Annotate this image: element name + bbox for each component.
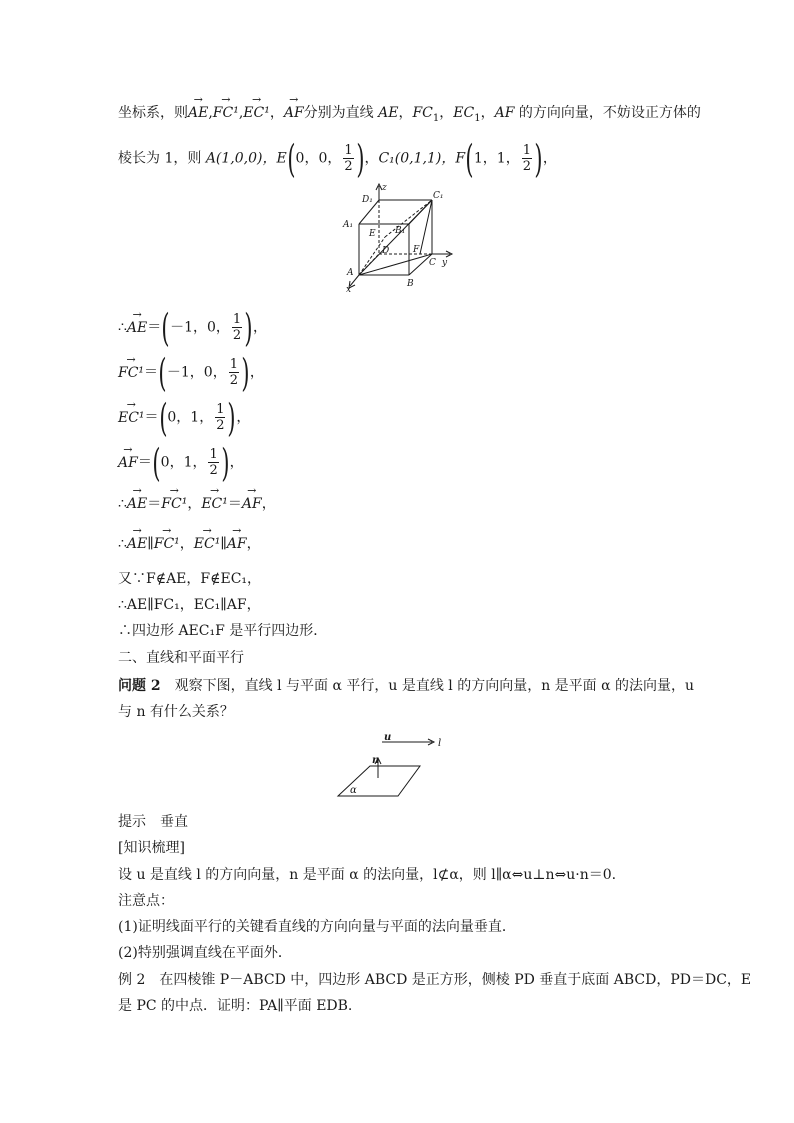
note-2: (2)特别强调直线在平面外． — [118, 945, 292, 961]
label-x: x — [346, 285, 352, 292]
label-d1: D₁ — [362, 195, 373, 205]
label-z: z — [382, 183, 387, 193]
example-2-line-2: 是 PC 的中点．证明：PA∥平面 EDB. — [118, 998, 353, 1014]
plane-figure — [334, 732, 454, 800]
cube-figure — [340, 180, 460, 292]
vector-af: → AF — [284, 104, 304, 122]
fig-l: l — [438, 738, 442, 749]
vector-line-ec1: → EC¹＝(0，1， $\frac{1}{2}$ )， — [118, 402, 250, 433]
text: 分别为直线 — [303, 105, 374, 121]
vector-ec1: → EC¹ — [243, 104, 270, 122]
point-a: A(1,0,0)， — [205, 150, 277, 167]
note-1: (1)证明线面平行的关键看直线的方向向量与平面的法向量垂直． — [118, 919, 516, 935]
text: 观察下图，直线 l 与平面 α 平行，u 是直线 l 的方向向量，n 是平面 α 的法向量，u — [174, 678, 695, 694]
intro-line-2: 棱长为 1，则 A(1,0,0)，E(0，0， $\frac{1}{2}$ )，C₁(0,1,1)，F(1，1， $\frac{1}{2}$ )， — [118, 136, 557, 181]
label-c1: C₁ — [433, 191, 444, 201]
label-b1: B₁ — [395, 226, 406, 236]
vector-line-ae: ∴→ AE＝(－1，0， $\frac{1}{2}$ )， — [118, 312, 267, 343]
vector-parallels: ∴→ AE∥→ FC¹，→ EC¹∥→ AF， — [118, 535, 261, 553]
label-e: E — [369, 229, 376, 239]
conclusion-1: 又∵F∉AE，F∉EC₁， — [118, 571, 262, 587]
coords-f: 1，1， — [473, 150, 520, 167]
intro-line-1: 坐标系，则→ AE,→ FC¹,→ EC¹，→ AF分别为直线 AE，$FC_1$，$EC_1$，AF 的方向向量，不妨设正方体的 — [118, 104, 701, 128]
question-2-line-1 — [118, 677, 694, 695]
coords-e: 0，0， — [295, 150, 342, 167]
question-2-line-2: 与 n 有什么关系？ — [118, 704, 234, 720]
label-a: A — [347, 268, 354, 278]
text: 棱长为 1，则 — [118, 150, 202, 167]
label-b: B — [407, 279, 414, 289]
notes-title: 注意点： — [118, 893, 174, 909]
section-heading: 二、直线和平面平行 — [118, 650, 244, 666]
label-c: C — [429, 258, 436, 268]
rule: 设 u 是直线 l 的方向向量，n 是平面 α 的法向量，l⊄α，则 l∥α⇔u⊥n⇔u·n＝0. — [118, 867, 617, 883]
fig-u: u — [384, 732, 392, 743]
vector-line-af: → AF＝(0，1， $\frac{1}{2}$ )， — [118, 447, 244, 478]
fraction-half: $\frac{1}{2}$ — [522, 143, 531, 174]
label-a1: A₁ — [343, 220, 354, 230]
text: 坐标系，则 — [118, 105, 188, 121]
label-y: y — [442, 258, 448, 268]
label-d: D — [382, 246, 390, 256]
vector-equalities: ∴→ AE＝→ FC¹，→ EC¹＝→ AF， — [118, 495, 276, 513]
vector-ae: → AE — [188, 104, 208, 122]
label-f: F — [413, 245, 420, 255]
knowledge-title: [知识梳理] — [118, 840, 185, 856]
conclusion-2: ∴AE∥FC₁，EC₁∥AF， — [118, 597, 261, 613]
fig-n: n — [372, 755, 380, 766]
hint: 提示 垂直 — [118, 814, 188, 830]
point-f: F — [455, 150, 466, 167]
vector-fc1: → FC¹ — [213, 104, 239, 122]
point-e: E — [276, 150, 287, 167]
text: 的方向向量，不妨设正方体的 — [518, 105, 701, 121]
example-2-line-1: 例 2 在四棱锥 P－ABCD 中，四边形 ABCD 是正方形，侧棱 PD 垂直于底面 ABCD，PD＝DC，E — [118, 972, 752, 988]
fig-alpha: α — [350, 785, 357, 796]
point-c1: C₁(0,1,1)， — [378, 150, 456, 167]
question-label: 问题 2 — [118, 678, 161, 694]
fraction-half: $\frac{1}{2}$ — [344, 143, 353, 174]
vector-line-fc1: → FC¹＝(－1，0， $\frac{1}{2}$ )， — [118, 357, 264, 388]
conclusion-3: ∴四边形 AEC₁F 是平行四边形． — [118, 623, 328, 639]
